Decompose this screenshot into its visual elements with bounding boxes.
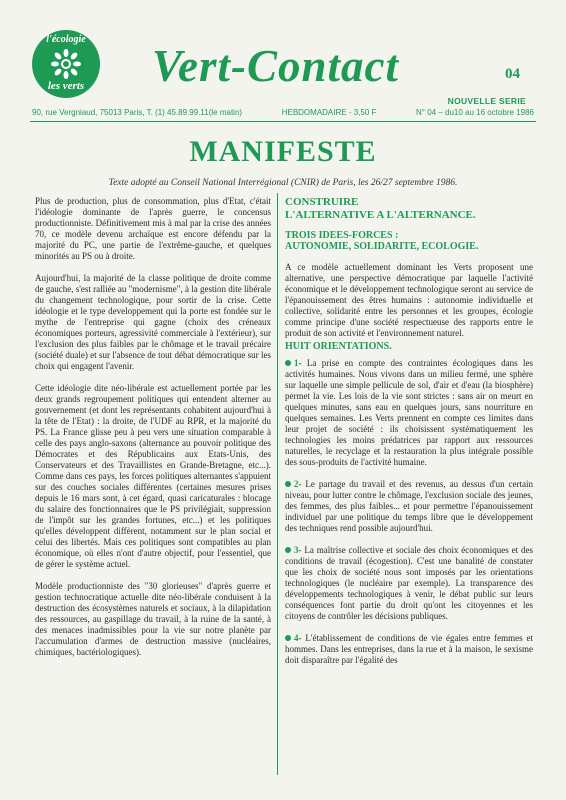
column-divider <box>277 193 278 775</box>
paragraph: Cette idéologie dite néo-libérale est actuellement portée par les deux grands regroupement politiques qui entendent alterner au gouvernement (et dont les représentants cohabitent aujourd'hui à la tête de l'Etat) : la droite, de l'UDF au RPR, et la majorité du PS. La France glisse peu à peu vers une situation comparable à celle des pays anglo-saxons (alternance au pouvoir politique des Démocrates et des Républicains aux Etats-Unis, des Conservateurs et des Travaillistes en Grande-Bretagne, etc...). Comme dans ces pays, les forces politiques alternantes s'appuient sur des couches sociales différentes (certaines mesures prises depuis le 16 mars sont, à cet égard, quasi caricaturales : blocage du salaire des fonctionnaires que le PS privilégiait, suppression de l'impôt sur les grandes fortunes, etc...) et les politiques qu'elles développent diffèrent, notamment sur le plan social et celui des libertés. Mais ces politiques sont compatibles au plan économique, où elles n'ont d'autre objectif, pour l'essentiel, que de gérer le système actuel. <box>35 383 271 569</box>
orientations-heading: HUIT ORIENTATIONS. <box>285 341 392 352</box>
article-subtitle: Texte adopté au Conseil National Interrégional (CNIR) de Paris, les 26/27 septembre 1986. <box>108 178 458 188</box>
logo-top-text: l'écologie <box>46 34 86 45</box>
logo <box>32 30 100 98</box>
newsletter-title: Vert-Contact <box>152 41 400 91</box>
orientation-point: 3- La maîtrise collective et sociale des choix économiques et des conditions de travail (écogestion). C'est une banalité de constater que les choix de société nous sont imposés par les orientations technologiques (le nucléaire par exemple). La transparence des développements technologiques à venir, le débat public sur leurs conséquences font partie du droit qu'ont les citoyennes et les citoyens de contrôler les décisions publiques. <box>285 545 533 621</box>
article-heading: MANIFESTE <box>189 135 377 168</box>
bullet-icon <box>285 635 291 641</box>
section-subheading <box>285 230 533 252</box>
logo-bottom-text: les verts <box>47 80 85 92</box>
orientation-point: 4- L'établissement de conditions de vie égales entre femmes et hommes. Dans les entreprises, dans la rue et à la maison, le sexisme doit disparaître par l'égalité des <box>285 633 533 665</box>
orientation-point: 1- La prise en compte des contraintes écologiques dans les activités humaines. Nous vivons dans un milieu fermé, une sphère sur laquelle une simple pellicule de sol, d'air et d'eau (la biosphère) permet la vie. Les lois de la vie sont strictes : sans air on meurt en quelques minutes, sans eau en quelques jours, sans nourriture en quelques semaines. Les Verts prennent en compte ces limites dans leur projet de société : ils choisissent systématiquement les technologies les moins prédatrices par rapport aux ressources naturelles, le recyclage et la restauration la plus intégrale possible des sous-produits de l'activité humaine. <box>285 358 533 467</box>
bullet-icon <box>285 547 291 553</box>
orientation-point: 2- Le partage du travail et des revenus, au dessus d'un certain niveau, pour lutter contre le chômage, l'exclusion sociale des jeunes, des femmes, des plus faibles... et pour permettre l'épanouissement individuel par une politique du temps libre que le développement des techniques rend possible aujourd'hui. <box>285 479 533 533</box>
subheading-line-2: AUTONOMIE, SOLIDARITE, ECOLOGIE. <box>285 241 479 252</box>
address: 90, rue Vergniaud, 75013 Paris, T. (1) 45.89.99.11(le matin) <box>32 108 243 117</box>
sunflower-icon <box>51 49 81 79</box>
bullet-icon <box>285 360 291 366</box>
section-heading-line-1: CONSTRUIRE <box>285 196 359 208</box>
bullet-icon <box>285 481 291 487</box>
paragraph: Aujourd'hui, la majorité de la classe politique de droite comme de gauche, s'est ralliée au "modernisme", à la gestion dite libérale du changement technologique, pour sortir de la crise. Cette idéologie et le type developpement qui la porte est fondée sur le mythe de l'entreprise qui gagne (choix des créneaux économiques porteurs, agressivité commerciale à l'extérieur), sur l'exclusion des plus faibles par le chômage et le travail précaire (société duale) et sur l'absence de tout débat démocratique sur les choix qui engagent l'avenir. <box>35 273 271 371</box>
issue-number: 04 <box>505 66 520 82</box>
header-rule <box>30 121 536 122</box>
intro-paragraph: A ce modèle actuellement dominant les Verts proposent une alternative, une perspective démocratique par laquelle l'activité économique et le développement technologique seront au service de l'épanouissement des êtres humains : autonomie individuelle et collective, solidarité entre les personnes et les groupes, écologie comme principe d'une société respectueuse des rapports entre le produit de son activité et l'environnement naturel. <box>285 262 533 338</box>
right-column <box>285 196 533 677</box>
subheading-line-1: TROIS IDEES-FORCES : <box>285 230 399 241</box>
section-heading <box>285 196 533 222</box>
header-info-line <box>32 108 534 117</box>
paragraph: Plus de production, plus de consommation, plus d'Etat, c'était l'idéologie dominante de l'après guerre, le concensus productionniste. Définitivement mis à mal par la crise des années 70, ce modèle devenu archaïque est encore défendu par la majorité du PC, une partie de l'extrême-gauche, et quelques minorités au PS ou à droite. <box>35 196 271 261</box>
left-column <box>35 196 271 669</box>
series-label: NOUVELLE SERIE <box>447 96 526 106</box>
section-heading-line-2: L'ALTERNATIVE A L'ALTERNANCE. <box>285 209 476 221</box>
paragraph: Modèle productionniste des "30 glorieuses" d'après guerre et gestion technocratique actuelle dite néo-libérale conduisent à la destruction des écosystèmes naturels et sociaux, à la dilapidation des ressources, au gaspillage du travail, à la ruine de la santé, à des menaces inadmissibles pour la vie sur notre planète par l'accumulation d'armes de destruction massive (nucléaires, chimiques, bactériologiques). <box>35 581 271 657</box>
frequency: HEBDOMADAIRE - 3,50 F <box>281 108 377 117</box>
issue-info: N° 04 – du10 au 16 octobre 1986 <box>416 108 534 117</box>
